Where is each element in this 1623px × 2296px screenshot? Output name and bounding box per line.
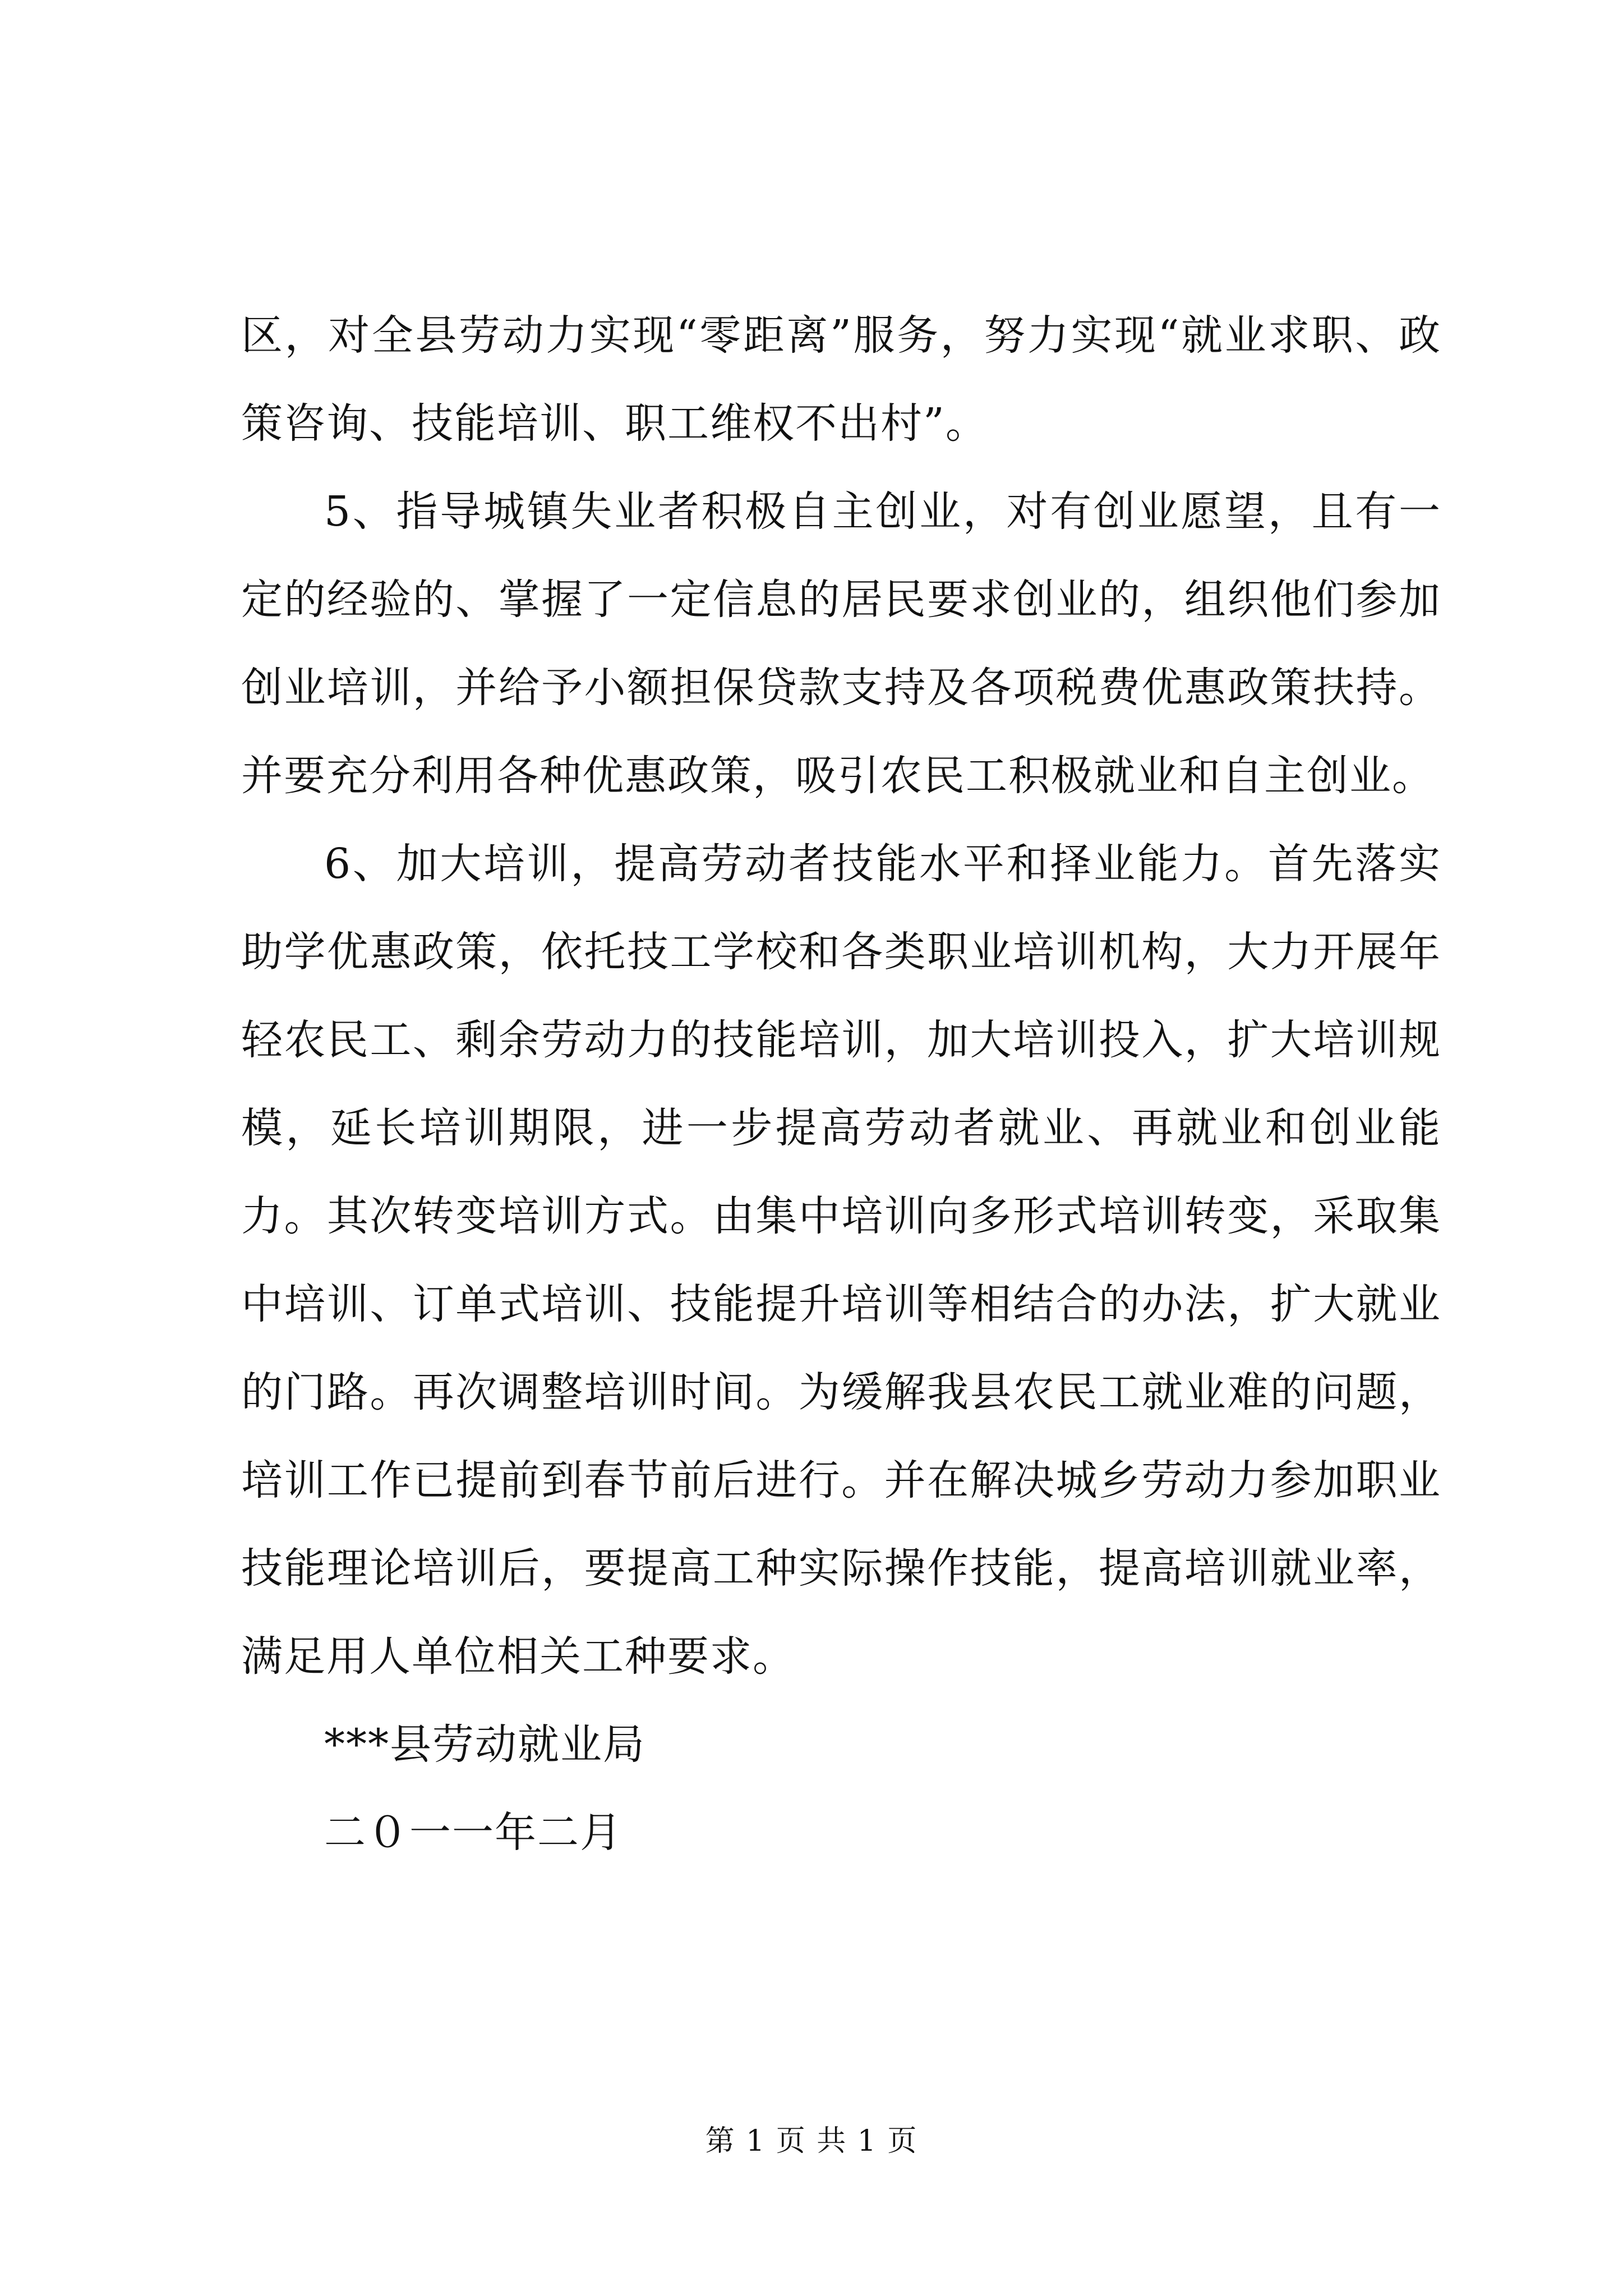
document-body <box>241 292 1441 1877</box>
paragraph-continuation: 区，对全县劳动力实现“零距离”服务，努力实现“就业求职、政策咨询、技能培训、职工维权不出村”。 <box>241 311 1441 448</box>
page-footer: 第 1 页 共 1 页 <box>705 2124 918 2158</box>
paragraph-item-6: 6、加大培训，提高劳动者技能水平和择业能力。首先落实助学优惠政策，依托技工学校和各类职业培训机构，大力开展年轻农民工、剩余劳动力的技能培训，加大培训投入，扩大培训规模，延长培训期限，进一步提高劳动者就业、再就业和创业能力。其次转变培训方式。由集中培训向多形式培训转变，采取集中培训、订单式培训、技能提升培训等相结合的办法，扩大就业的门路。再次调整培训时间。为缓解我县农民工就业难的问题，培训工作已提前到春节前后进行。并在解决城乡劳动力参加职业技能理论培训后，要提高工种实际操作技能，提高培训就业率，满足用人单位相关工种要求。 <box>241 840 1441 1681</box>
paragraph-item-5: 5、指导城镇失业者积极自主创业，对有创业愿望，且有一定的经验的、掌握了一定信息的居民要求创业的，组织他们参加创业培训，并给予小额担保贷款支持及各项税费优惠政策扶持。并要充分利用各种优惠政策，吸引农民工积极就业和自主创业。 <box>241 487 1441 800</box>
signature-organization: ***县劳动就业局 <box>324 1720 645 1769</box>
signature-date: 二０一一年二月 <box>324 1809 623 1857</box>
